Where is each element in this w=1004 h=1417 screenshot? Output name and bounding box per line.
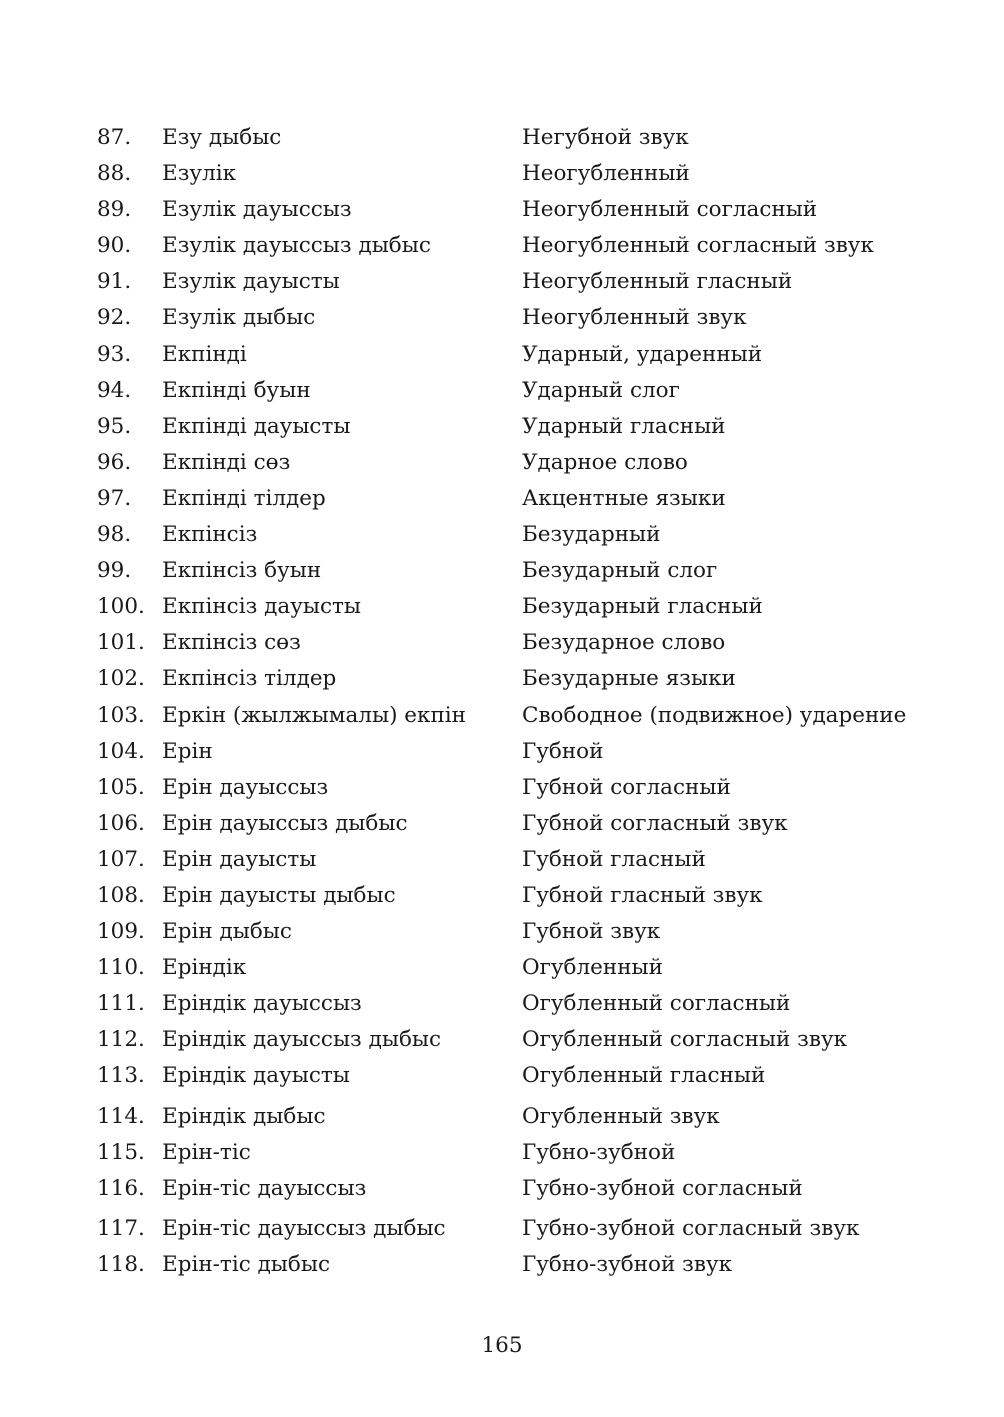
russian-term: Безударный гласный	[522, 594, 763, 620]
russian-term: Ударный, ударенный	[522, 341, 763, 367]
kazakh-term: Езулік дыбыс	[162, 305, 316, 331]
kazakh-term: Езулік	[162, 161, 237, 187]
entry-number: 92.	[97, 305, 132, 331]
kazakh-term: Еріндік дауыссыз дыбыс	[162, 1027, 442, 1053]
kazakh-term: Екпінсіз сөз	[162, 630, 301, 656]
kazakh-term: Екпінсіз буын	[162, 558, 322, 584]
russian-term: Губно-зубной согласный звук	[522, 1215, 860, 1241]
kazakh-term: Езу дыбыс	[162, 125, 282, 150]
glossary-entry	[97, 264, 957, 300]
kazakh-term: Езулік дауысты	[162, 269, 340, 295]
entry-number: 94.	[97, 377, 132, 403]
entry-number: 95.	[97, 413, 132, 439]
kazakh-term: Еріндік	[162, 955, 247, 981]
glossary-entry	[97, 481, 957, 517]
russian-term: Ударный слог	[522, 377, 680, 403]
russian-term: Огубленный	[522, 955, 663, 981]
glossary-entry	[97, 625, 957, 661]
kazakh-term: Екпінді тілдер	[162, 485, 326, 511]
glossary-entry	[97, 1135, 957, 1171]
russian-term: Ударное слово	[522, 449, 688, 475]
entry-number: 115.	[97, 1139, 145, 1165]
russian-term: Огубленный гласный	[522, 1063, 766, 1089]
kazakh-term: Еріндік дыбыс	[162, 1103, 326, 1129]
entry-number: 101.	[97, 630, 145, 656]
glossary-entry	[97, 878, 957, 914]
entry-number: 91.	[97, 269, 132, 295]
glossary-entry	[97, 1058, 957, 1094]
glossary-entry	[97, 842, 957, 878]
entry-number: 93.	[97, 341, 132, 367]
glossary-entry	[97, 553, 957, 589]
entry-number: 99.	[97, 558, 132, 584]
entry-number: 100.	[97, 594, 145, 620]
entry-number: 89.	[97, 197, 132, 223]
russian-term: Губно-зубной звук	[522, 1251, 733, 1277]
glossary-entry	[97, 698, 957, 734]
glossary-entry	[97, 806, 957, 842]
entry-number: 98.	[97, 522, 132, 548]
entry-number: 87.	[97, 125, 132, 150]
page-number: 165	[481, 1333, 523, 1358]
glossary-entry	[97, 589, 957, 625]
kazakh-term: Екпінді дауысты	[162, 413, 351, 439]
glossary-entry	[97, 156, 957, 192]
entry-number: 106.	[97, 810, 145, 836]
russian-term: Огубленный согласный	[522, 991, 791, 1017]
glossary-entry	[97, 770, 957, 806]
entry-number: 104.	[97, 738, 145, 764]
glossary-entry	[97, 373, 957, 409]
glossary-entry	[97, 517, 957, 553]
russian-term: Безударные языки	[522, 666, 736, 692]
entry-number: 110.	[97, 955, 145, 981]
glossary-entry	[97, 1211, 957, 1247]
kazakh-term: Ерін дыбыс	[162, 919, 292, 945]
russian-term: Неогубленный согласный	[522, 197, 818, 223]
russian-term: Неогубленный звук	[522, 305, 747, 331]
kazakh-term: Ерін-тіс	[162, 1139, 251, 1165]
russian-term: Ударный гласный	[522, 413, 726, 439]
entry-number: 109.	[97, 919, 145, 945]
entry-number: 103.	[97, 702, 145, 728]
glossary-entry	[97, 661, 957, 697]
russian-term: Губной согласный	[522, 774, 731, 800]
glossary-entry	[97, 228, 957, 264]
russian-term: Неогубленный согласный звук	[522, 233, 874, 259]
kazakh-term: Екпінсіз дауысты	[162, 594, 362, 620]
russian-term: Акцентные языки	[522, 485, 726, 511]
glossary-entry	[97, 986, 957, 1022]
entry-number: 97.	[97, 485, 132, 511]
kazakh-term: Ерін-тіс дауыссыз	[162, 1175, 367, 1201]
kazakh-term: Ерін дауысты	[162, 846, 317, 872]
kazakh-term: Ерін дауыссыз	[162, 774, 329, 800]
glossary-entry	[97, 300, 957, 336]
glossary-entry	[97, 1247, 957, 1283]
glossary-entry	[97, 734, 957, 770]
kazakh-term: Еркін (жылжымалы) екпін	[162, 702, 466, 728]
russian-term: Безударный слог	[522, 558, 718, 584]
entry-number: 111.	[97, 991, 145, 1017]
entry-number: 88.	[97, 161, 132, 187]
russian-term: Огубленный звук	[522, 1103, 720, 1129]
entry-number: 96.	[97, 449, 132, 475]
kazakh-term: Екпінді буын	[162, 377, 311, 403]
glossary-entry	[97, 1099, 957, 1135]
entry-number: 108.	[97, 882, 145, 908]
glossary-entry	[97, 337, 957, 373]
entry-number: 116.	[97, 1175, 145, 1201]
russian-term: Огубленный согласный звук	[522, 1027, 848, 1053]
kazakh-term: Еріндік дауыссыз	[162, 991, 362, 1017]
russian-term: Губной согласный звук	[522, 810, 788, 836]
entry-number: 90.	[97, 233, 132, 259]
entry-number: 112.	[97, 1027, 145, 1053]
russian-term: Губной звук	[522, 919, 661, 945]
glossary-entry	[97, 409, 957, 445]
glossary-entry	[97, 950, 957, 986]
kazakh-term: Екпінсіз	[162, 522, 258, 548]
entry-number: 102.	[97, 666, 145, 692]
glossary-list	[97, 120, 957, 1283]
russian-term: Губной гласный	[522, 846, 706, 872]
kazakh-term: Еріндік дауысты	[162, 1063, 350, 1089]
kazakh-term: Ерін дауыссыз дыбыс	[162, 810, 408, 836]
russian-term: Губно-зубной	[522, 1139, 676, 1165]
glossary-entry	[97, 192, 957, 228]
russian-term: Безударный	[522, 522, 661, 548]
kazakh-term: Ерін дауысты дыбыс	[162, 882, 396, 908]
kazakh-term: Езулік дауыссыз	[162, 197, 352, 223]
russian-term: Неогубленный гласный	[522, 269, 793, 295]
glossary-entry	[97, 1022, 957, 1058]
entry-number: 113.	[97, 1063, 145, 1089]
glossary-entry	[97, 914, 957, 950]
glossary-entry	[97, 445, 957, 481]
entry-number: 114.	[97, 1103, 145, 1129]
russian-term: Свободное (подвижное) ударение	[522, 702, 907, 728]
russian-term: Губной	[522, 738, 604, 764]
entry-number: 107.	[97, 846, 145, 872]
entry-number: 105.	[97, 774, 145, 800]
kazakh-term: Екпінді	[162, 341, 247, 367]
russian-term: Безударное слово	[522, 630, 726, 656]
kazakh-term: Езулік дауыссыз дыбыс	[162, 233, 431, 259]
kazakh-term: Ерін	[162, 738, 213, 764]
russian-term: Губно-зубной согласный	[522, 1175, 803, 1201]
russian-term: Неогубленный	[522, 161, 690, 187]
russian-term: Негубной звук	[522, 125, 689, 150]
russian-term: Губной гласный звук	[522, 882, 763, 908]
glossary-entry	[97, 1171, 957, 1207]
kazakh-term: Ерін-тіс дыбыс	[162, 1251, 331, 1277]
kazakh-term: Екпінсіз тілдер	[162, 666, 337, 692]
entry-number: 117.	[97, 1215, 145, 1241]
kazakh-term: Екпінді сөз	[162, 449, 291, 475]
kazakh-term: Ерін-тіс дауыссыз дыбыс	[162, 1215, 446, 1241]
glossary-entry	[97, 120, 957, 156]
entry-number: 118.	[97, 1251, 145, 1277]
